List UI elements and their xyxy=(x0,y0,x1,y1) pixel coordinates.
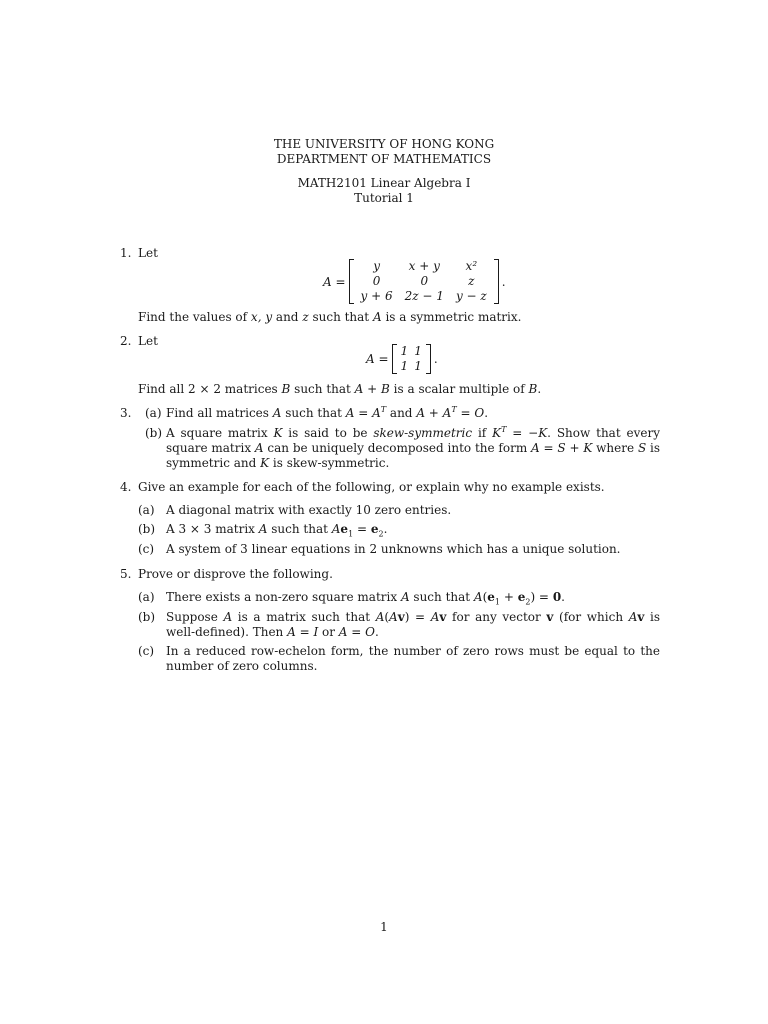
question-4-intro: Give an example for each of the following, or explain why no example exists. xyxy=(138,480,605,494)
matrix-a-3x3 xyxy=(349,259,499,304)
question-3-number: 3. xyxy=(120,406,132,420)
question-5b-text: Suppose A is a matrix such that A(Av) = Av for any vector v (for which Av is well-defined). Then A = I or A = O. xyxy=(166,610,660,639)
question-3b-text: A square matrix K is said to be skew-symmetric if $K^T = -K$. Show that every square matrix A can be uniquely decomposed into the form A = S + K where S is symmetric and K is skew-symmetric. xyxy=(166,425,660,470)
tutorial-title: Tutorial 1 xyxy=(354,191,414,205)
university-name: THE UNIVERSITY OF HONG KONG xyxy=(273,137,495,151)
question-4c-text: A system of 3 linear equations in 2 unknowns which has a unique solution. xyxy=(166,542,621,556)
question-5c-text: In a reduced row-echelon form, the number of zero rows must be equal to the number of zero columns. xyxy=(166,644,660,673)
matrix-cell: 0 xyxy=(372,274,381,288)
matrix-period: . xyxy=(501,274,506,289)
question-4b-text: A 3 × 3 matrix A such that $Ae_1 = e_2$. xyxy=(166,522,388,539)
question-2-number: 2. xyxy=(120,334,132,348)
matrix-cell: y − z xyxy=(455,289,487,303)
question-4-number: 4. xyxy=(120,480,132,494)
question-3a-text: Find all matrices A such that $A = A^T$ and $A + A^T = O$. xyxy=(166,405,489,420)
question-1-intro: Let xyxy=(138,246,158,260)
question-4b-label: (b) xyxy=(138,522,156,536)
department-name: DEPARTMENT OF MATHEMATICS xyxy=(276,152,492,166)
matrix-cell: x² xyxy=(465,259,478,273)
question-5-intro: Prove or disprove the following. xyxy=(138,567,333,581)
course-header xyxy=(0,176,768,206)
matrix-cell: y + 6 xyxy=(360,289,393,303)
question-4a-text: A diagonal matrix with exactly 10 zero entries. xyxy=(166,503,452,517)
matrix-lhs: A = xyxy=(323,274,346,289)
matrix-cell: z xyxy=(468,274,475,288)
matrix-period: . xyxy=(433,352,438,366)
page-number: 1 xyxy=(380,920,388,934)
matrix-cell: 1 xyxy=(414,344,422,358)
matrix-cell: y xyxy=(373,259,380,273)
question-5c-label: (c) xyxy=(138,644,155,658)
matrix-cell: 1 xyxy=(400,344,409,358)
matrix-a-2x2 xyxy=(392,344,431,374)
matrix-cell: 0 xyxy=(420,274,429,288)
question-1-number: 1. xyxy=(120,246,132,260)
question-5a-label: (a) xyxy=(138,590,155,604)
question-2-task: Find all 2 × 2 matrices B such that A + B is a scalar multiple of B. xyxy=(138,382,542,396)
question-5-number: 5. xyxy=(120,567,132,581)
question-1-matrix-equation xyxy=(323,259,506,304)
matrix-cell: 2z − 1 xyxy=(404,289,444,303)
question-3b-label: (b) xyxy=(145,426,163,440)
question-1-task: Find the values of x, y and z such that A is a symmetric matrix. xyxy=(138,310,522,324)
matrix-lhs: A = xyxy=(366,352,389,366)
question-4c-label: (c) xyxy=(138,542,155,556)
question-4a-label: (a) xyxy=(138,503,155,517)
question-3a-label: (a) xyxy=(145,406,162,420)
course-title: MATH2101 Linear Algebra I xyxy=(297,176,471,190)
question-5a-text: There exists a non-zero square matrix A such that $A(e_1 + e_2) = 0$. xyxy=(166,590,565,607)
question-2-matrix-equation xyxy=(366,344,438,374)
question-2-intro: Let xyxy=(138,334,158,348)
matrix-cell: 1 xyxy=(400,359,409,373)
question-5b-label: (b) xyxy=(138,610,156,624)
matrix-cell: 1 xyxy=(414,359,422,373)
header xyxy=(0,137,768,167)
matrix-cell: x + y xyxy=(408,259,440,273)
